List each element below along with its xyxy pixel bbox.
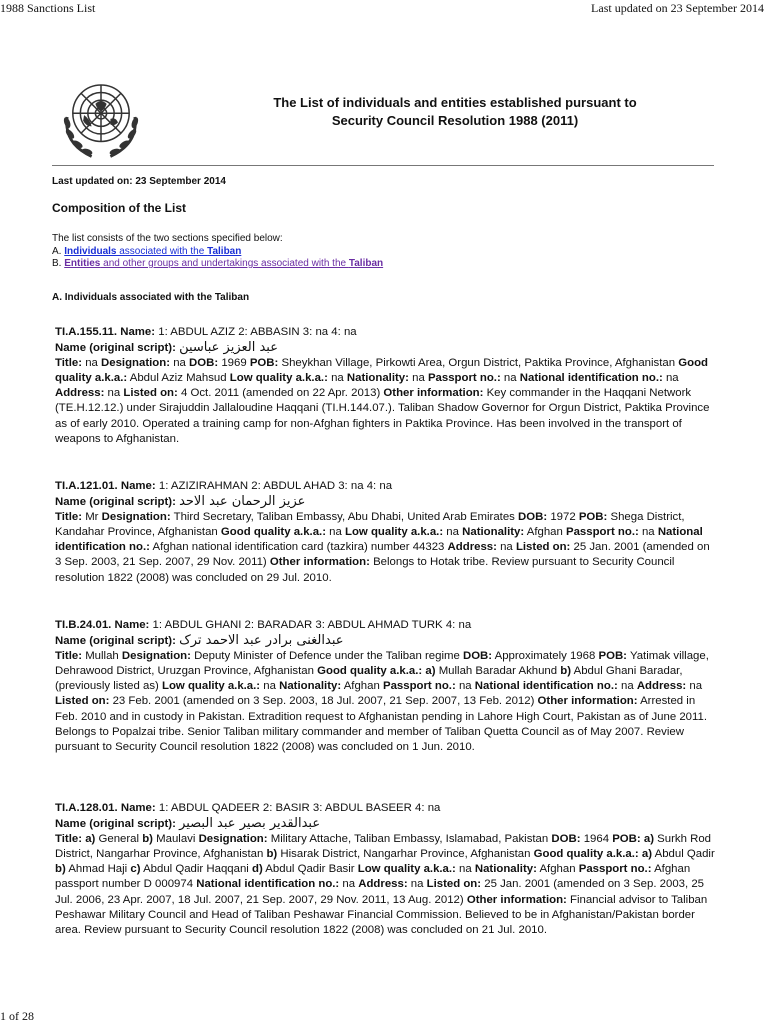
individuals-link[interactable]: Individuals associated with the Taliban — [64, 245, 242, 257]
entry-name-line: TI.A.128.01. Name: 1: ABDUL QADEER 2: BASIR 3: ABDUL BASEER 4: na — [55, 802, 441, 814]
entry-details: Title: Mullah Designation: Deputy Minister of Defence under the Taliban regime DOB: Approximately 1968 POB: Yatimak village, Dehrawood District, Uruzgan Province, Afghanistan Good quality a.k.a.: a) Mullah Baradar Akhund b) Abdul Ghani Baradar, (previously listed as) Low quality a.k.a.: na Nationality: Afghan Passport no.: na National identification no.: na Address: na Listed on: 23 Feb. 2001 (amended on 3 Sep. 2003, 18 Jul. 2007, 21 Sep. 2007, 13 Feb. 2012) Other information: Arrested in Feb. 2010 and in custody in Pakistan. Extradition request to Afghanistan pending in Lahore High Court, Pakistan as of June 2011. Belongs to Popalzai tribe. Senior Taliban military commander and member of Taliban Quetta Council as of May 2007. Review pursuant to Security Council resolution 1822 (2008) was concluded on 1 Jun. 2010. — [55, 650, 709, 753]
composition-heading: Composition of the List — [52, 201, 186, 215]
entry-original-script: Name (original script): عبدالغنی برادر عبد الاحمد ترک — [55, 633, 344, 649]
page-number: 1 of 28 — [0, 1009, 34, 1023]
entry-name-line: TI.B.24.01. Name: 1: ABDUL GHANI 2: BARADAR 3: ABDUL AHMAD TURK 4: na — [55, 619, 472, 631]
entry-details: Title: na Designation: na DOB: 1969 POB: Sheykhan Village, Pirkowti Area, Orgun District, Paktika Province, Afghanistan Good quality a.k.a.: Abdul Aziz Mahsud Low quality a.k.a.: na Nationality: na Passport no.: na National identification no.: na Address: na Listed on: 4 Oct. 2011 (amended on 22 Apr. 2013) Other information: Key commander in the Haqqani Network (TE.H.12.12.) under Sirajuddin Jallaloudine Haqqani (TI.H.144.07.). Taliban Shadow Governor for Orgun District, Paktika Province as of early 2010. Operated a training camp for non-Afghan fighters in Paktika Province. Has been involved in the transport of weapons to Afghanistan. — [55, 357, 710, 445]
heading-line-2: Security Council Resolution 1988 (2011) — [331, 113, 579, 128]
intro-text: The list consists of the two sections specified below: — [52, 233, 283, 244]
entry-details: Title: Mr Designation: Third Secretary, Taliban Embassy, Abu Dhabi, United Arab Emirates DOB: 1972 POB: Shega District, Kandahar Province, Afghanistan Good quality a.k.a.: na Low quality a.k.a.: na Nationality: Afghan Passport no.: na National identification no.: Afghan national identification card (tazkira) number 44323 Address: na Listed on: 25 Jan. 2001 (amended on 3 Sep. 2003, 21 Sep. 2007, 29 Nov. 2011) Other information: Belongs to Hotak tribe. Review pursuant to Security Council resolution 1822 (2008) was concluded on 29 Jul. 2010. — [55, 511, 710, 584]
running-header — [0, 0, 768, 20]
un-emblem-icon — [54, 70, 148, 164]
heading-line-1: The List of individuals and entities established pursuant to — [273, 95, 637, 110]
list-entry — [55, 801, 715, 938]
list-entry — [55, 618, 715, 755]
last-updated: Last updated on: 23 September 2014 — [52, 176, 226, 187]
section-a-prefix: A. — [52, 245, 65, 257]
section-a-heading: A. Individuals associated with the Taliban — [52, 292, 250, 303]
list-entry — [55, 479, 715, 586]
entry-original-script: Name (original script): عزیز الرحمان عبد الاحد — [55, 494, 306, 510]
section-b-prefix: B. — [52, 258, 65, 269]
document-heading — [200, 94, 710, 130]
entry-original-script: Name (original script): عبدالقدیر بصیر عبد البصیر — [55, 816, 321, 832]
header-updated-date: Last updated on 23 September 2014 — [591, 1, 764, 15]
entry-name-line: TI.A.121.01. Name: 1: AZIZIRAHMAN 2: ABDUL AHAD 3: na 4: na — [55, 480, 393, 492]
entry-details: Title: a) General b) Maulavi Designation: Military Attache, Taliban Embassy, Islamabad, Pakistan DOB: 1964 POB: a) Surkh Rod District, Nangarhar Province, Afghanistan b) Hisarak District, Nangarhar Province, Afghanistan Good quality a.k.a.: a) Abdul Qadir b) Ahmad Haji c) Abdul Qadir Haqqani d) Abdul Qadir Basir Low quality a.k.a.: na Nationality: Afghan Passport no.: Afghan passport number D 000974 National identification no.: na Address: na Listed on: 25 Jan. 2001 (amended on 3 Sep. 2003, 25 Jul. 2006, 23 Apr. 2007, 18 Jul. 2007, 21 Sep. 2007, 29 Nov. 2011, 13 Aug. 2012) Other information: Financial advisor to Taliban Peshawar Military Council and Head of Taliban Peshawar Financial Commission. Believed to be in Afghanistan/Pakistan border area. Review pursuant to Security Council resolution 1822 (2008) was concluded on 21 Jul. 2010. — [55, 833, 715, 936]
entry-name-line: TI.A.155.11. Name: 1: ABDUL AZIZ 2: ABBASIN 3: na 4: na — [55, 326, 357, 338]
entities-link[interactable]: Entities and other groups and undertakings associated with the Taliban — [64, 258, 384, 269]
section-b-line — [52, 258, 712, 271]
section-a-line — [52, 246, 712, 259]
document-title: 1988 Sanctions List — [0, 1, 96, 15]
divider — [52, 165, 714, 166]
list-entry — [55, 325, 715, 447]
entry-original-script: Name (original script): عبد العزیز عباسین — [55, 340, 278, 356]
list-intro — [52, 233, 712, 271]
